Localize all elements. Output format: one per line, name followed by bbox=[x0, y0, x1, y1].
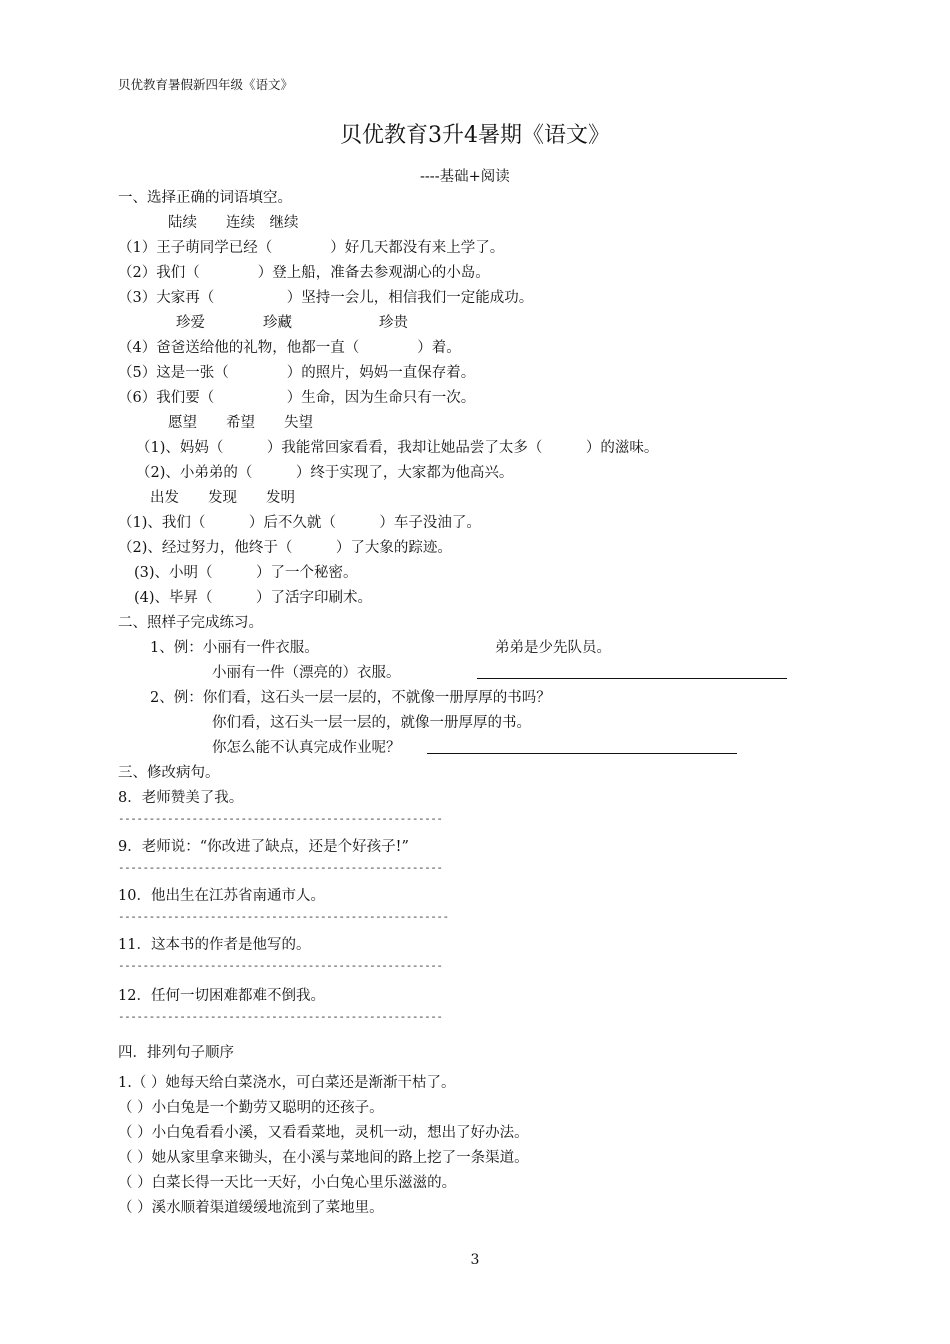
example-text: 2、例：你们看，这石头一层一层的，不就像一册厚厚的书吗？ bbox=[150, 690, 551, 706]
question: （1）王子萌同学已经（ ）好几天都没有来上学了。 bbox=[118, 240, 505, 256]
order-item: （ ）溪水顺着渠道缓缓地流到了菜地里。 bbox=[118, 1200, 384, 1216]
order-item: 1.（ ）她每天给白菜浇水，可白菜还是渐渐干枯了。 bbox=[118, 1075, 456, 1091]
section-heading: 四．排列句子顺序 bbox=[118, 1045, 234, 1061]
word-choices: 出发 发现 发明 bbox=[150, 490, 295, 506]
example-text: 你们看，这石头一层一层的，就像一册厚厚的书。 bbox=[212, 715, 531, 731]
sentence-item: 9．老师说：“你改进了缺点，还是个好孩子!” bbox=[118, 839, 409, 855]
sentence-item: 8．老师赞美了我。 bbox=[118, 790, 244, 806]
answer-dash-line[interactable]: ----------------------------------------------------- bbox=[118, 1010, 443, 1023]
question: (3)、小明（ ）了一个秘密。 bbox=[134, 565, 358, 581]
answer-dash-line[interactable]: ----------------------------------------------------- bbox=[118, 812, 443, 825]
answer-line[interactable] bbox=[477, 678, 787, 679]
question: （2)、经过努力，他终于（ ）了大象的踪迹。 bbox=[118, 540, 452, 556]
question: (4)、毕昇（ ）了活字印刷术。 bbox=[134, 590, 373, 606]
order-item: （ ）小白兔是一个勤劳又聪明的还孩子。 bbox=[118, 1100, 384, 1116]
example-text: 1、例：小丽有一件衣服。 bbox=[150, 640, 319, 656]
answer-dash-line[interactable]: ----------------------------------------------------- bbox=[118, 861, 443, 874]
page-title: 贝优教育3升4暑期《语文》 bbox=[340, 123, 610, 148]
question: （4）爸爸送给他的礼物，他都一直（ ）着。 bbox=[118, 340, 461, 356]
question: （1)、我们（ ）后不久就（ ）车子没油了。 bbox=[118, 515, 481, 531]
sentence-item: 12．任何一切困难都难不倒我。 bbox=[118, 988, 325, 1004]
question: （3）大家再（ ）坚持一会儿，相信我们一定能成功。 bbox=[118, 290, 534, 306]
question: （2）我们（ ）登上船，准备去参观湖心的小岛。 bbox=[118, 265, 490, 281]
word-choices: 珍爱 珍藏 珍贵 bbox=[176, 315, 408, 331]
question: （6）我们要（ ）生命，因为生命只有一次。 bbox=[118, 390, 476, 406]
sentence-item: 11．这本书的作者是他写的。 bbox=[118, 937, 311, 953]
page-subtitle: ----基础+阅读 bbox=[420, 169, 510, 185]
section-heading: 三、修改病句。 bbox=[118, 765, 220, 781]
order-item: （ ）她从家里拿来锄头，在小溪与菜地间的路上挖了一条渠道。 bbox=[118, 1150, 529, 1166]
example-text: 小丽有一件（漂亮的）衣服。 bbox=[212, 665, 401, 681]
exercise-prompt: 弟弟是少先队员。 bbox=[495, 640, 611, 656]
question: （2)、小弟弟的（ ）终于实现了，大家都为他高兴。 bbox=[136, 465, 514, 481]
question: （1)、妈妈（ ）我能常回家看看，我却让她品尝了太多（ ）的滋味。 bbox=[136, 440, 659, 456]
answer-dash-line[interactable]: ----------------------------------------------------- bbox=[118, 959, 443, 972]
answer-line[interactable] bbox=[427, 753, 737, 754]
order-item: （ ）白菜长得一天比一天好，小白兔心里乐滋滋的。 bbox=[118, 1175, 457, 1191]
word-choices: 愿望 希望 失望 bbox=[168, 415, 313, 431]
word-choices: 陆续 连续 继续 bbox=[168, 215, 299, 231]
question: （5）这是一张（ ）的照片，妈妈一直保存着。 bbox=[118, 365, 476, 381]
answer-dash-line[interactable]: ------------------------------------------------------ bbox=[118, 910, 449, 923]
section-heading: 一、选择正确的词语填空。 bbox=[118, 190, 292, 206]
exercise-prompt: 你怎么能不认真完成作业呢？ bbox=[212, 740, 401, 756]
order-item: （ ）小白兔看看小溪，又看看菜地，灵机一动，想出了好办法。 bbox=[118, 1125, 529, 1141]
section-heading: 二、照样子完成练习。 bbox=[118, 615, 263, 631]
sentence-item: 10．他出生在江苏省南通市人。 bbox=[118, 888, 325, 904]
page-number: 3 bbox=[470, 1252, 480, 1268]
running-header: 贝优教育暑假新四年级《语文》 bbox=[118, 77, 294, 92]
